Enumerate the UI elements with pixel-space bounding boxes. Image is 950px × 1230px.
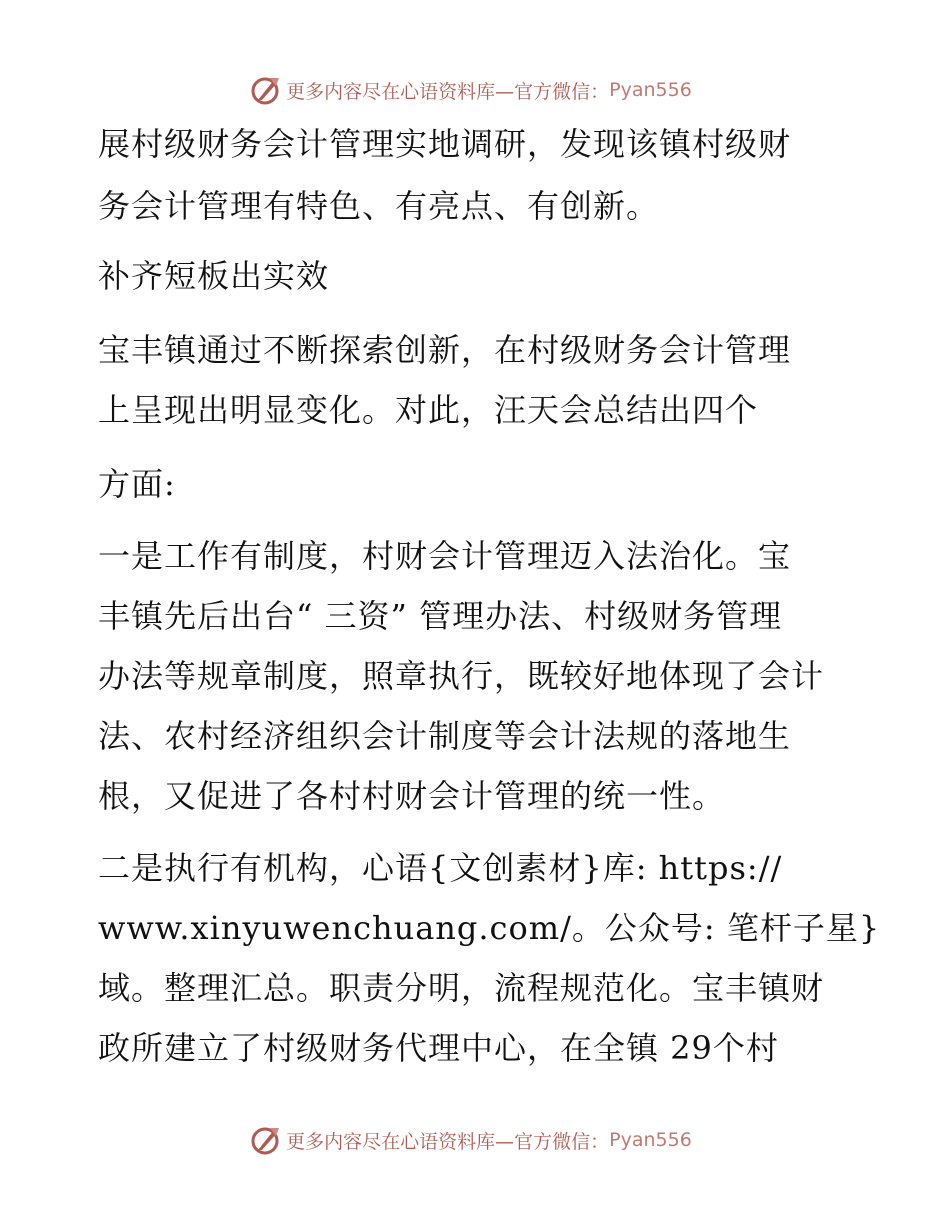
watermark-text: 更多内容尽在心语资料库—官方微信： (286, 1130, 610, 1153)
quill-logo-icon (250, 1124, 282, 1156)
text-line: 一是工作有制度，村财会计管理迈入法治化。宝 (98, 537, 792, 575)
text-line: 务会计管理有特色、有亮点、有创新。 (98, 187, 660, 225)
footer-watermark (0, 1120, 950, 1160)
text-line: 根，又促进了各村村财会计管理的统一性。 (98, 777, 726, 815)
watermark-wechat-id: Pyan556 (609, 1129, 692, 1151)
text-line: www.xinyuwenchuang.com/。公众号: 笔杆子星} (98, 909, 881, 947)
text-line: 政所建立了村级财务代理中心，在全镇 29个村 (98, 1029, 779, 1067)
text-line: 法、农村经济组织会计制度等会计法规的落地生 (98, 717, 792, 755)
text-line: 丰镇先后出台“ 三资” 管理办法、村级财务管理 (98, 597, 783, 635)
section-heading: 补齐短板出实效 (98, 257, 330, 295)
text-line: 二是执行有机构，心语{文创素材}库: https:// (98, 849, 783, 887)
watermark-wechat-id: Pyan556 (609, 79, 692, 101)
text-line: 宝丰镇通过不断探索创新，在村级财务会计管理 (98, 331, 792, 369)
quill-logo-icon (250, 74, 282, 106)
text-line: 展村级财务会计管理实地调研，发现该镇村级财 (98, 125, 792, 163)
header-watermark (0, 70, 950, 110)
text-line: 域。整理汇总。职责分明，流程规范化。宝丰镇财 (98, 969, 825, 1007)
text-line: 上呈现出明显变化。对此，汪天会总结出四个 (98, 391, 759, 429)
watermark-text: 更多内容尽在心语资料库—官方微信： (286, 80, 610, 103)
text-line: 办法等规章制度，照章执行，既较好地体现了会计 (98, 657, 825, 695)
text-line: 方面: (98, 465, 176, 503)
